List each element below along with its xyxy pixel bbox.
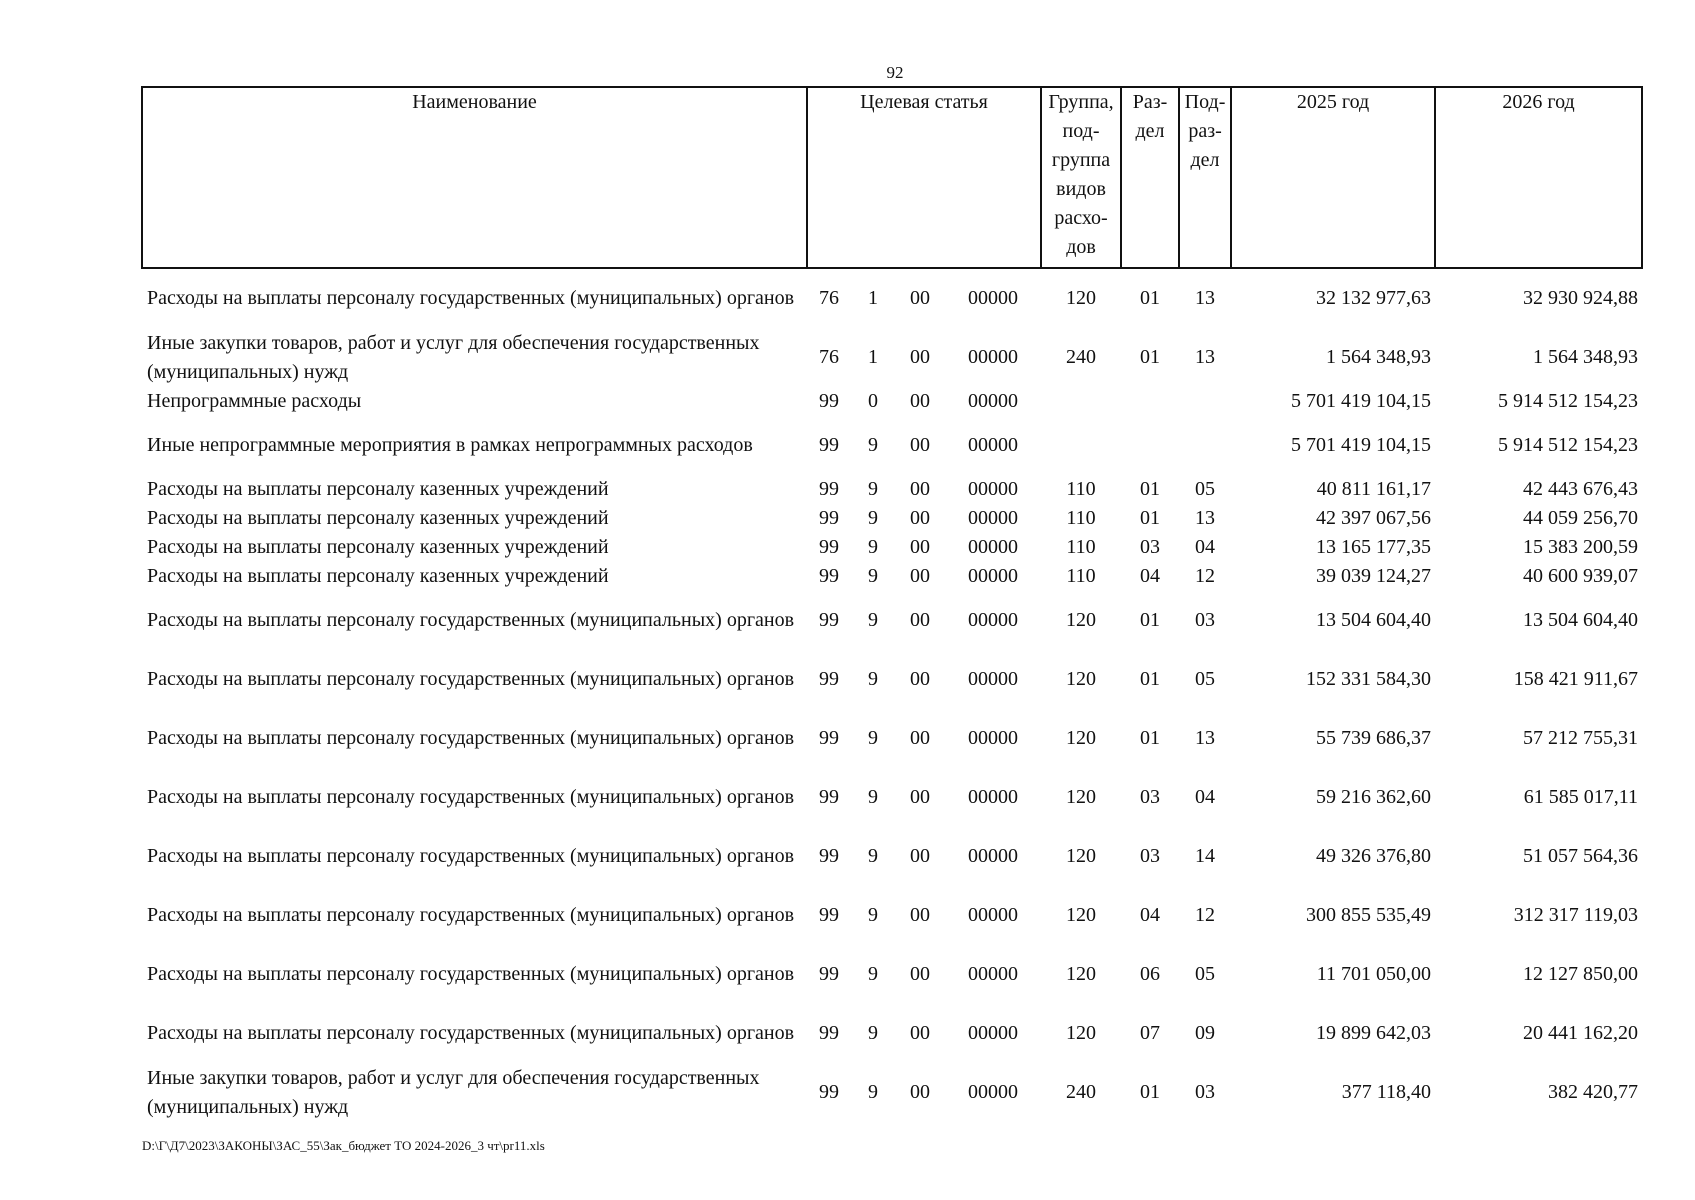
row-name-cell: Расходы на выплаты персоналу государственных (муниципальных) органов [147, 845, 795, 867]
table-row [142, 1063, 1642, 1122]
row-section-cell: 01 [1140, 609, 1161, 631]
row-section-cell: 04 [1140, 904, 1161, 926]
row-expense-group-cell: 120 [1066, 1022, 1097, 1044]
row-expense-group-cell: 120 [1066, 786, 1097, 808]
row-target-program-cell: 76 [819, 287, 839, 309]
row-expense-group-cell: 120 [1066, 727, 1097, 749]
budget-table [141, 86, 1643, 1122]
row-amount-2025-cell: 49 326 376,80 [1316, 845, 1432, 867]
row-target-program-cell: 99 [819, 1022, 839, 1044]
row-subsection-cell: 05 [1195, 963, 1216, 985]
row-target-code-cell: 00000 [968, 727, 1019, 749]
row-target-subprogram-cell: 9 [868, 609, 878, 631]
row-target-subprogram-cell: 9 [868, 434, 878, 456]
row-section-cell: 01 [1140, 668, 1161, 690]
row-target-program-cell: 99 [819, 434, 839, 456]
header-year-2026: 2026 год [1435, 87, 1642, 268]
row-subsection-cell: 13 [1195, 287, 1216, 309]
table-row [142, 562, 1642, 591]
file-path-footer: D:\Г\Д7\2023\ЗАКОНЫ\ЗАС_55\Зак_бюджет ТО 2024-2026_3 чт\pr11.xls [142, 1138, 545, 1153]
row-section-cell: 01 [1140, 478, 1161, 500]
row-target-code-cell: 00000 [968, 1022, 1019, 1044]
header-target-article: Целевая статья [807, 87, 1041, 268]
row-target-subprogram-cell: 1 [868, 287, 878, 309]
row-target-direction-cell: 00 [910, 1081, 930, 1103]
row-target-code-cell: 00000 [968, 390, 1019, 412]
row-target-direction-cell: 00 [910, 1022, 930, 1044]
row-section-cell: 01 [1140, 287, 1161, 309]
row-subsection-cell: 05 [1195, 668, 1216, 690]
row-target-program-cell: 99 [819, 478, 839, 500]
row-target-code-cell: 00000 [968, 536, 1019, 558]
row-target-program-cell: 99 [819, 904, 839, 926]
table-row [142, 387, 1642, 416]
header-expense-group: Группа, под-группа видов расхо-дов [1041, 87, 1121, 268]
row-target-direction-cell: 00 [910, 565, 930, 587]
row-name-cell: Расходы на выплаты персоналу казенных учреждений [147, 565, 609, 587]
row-amount-2025-cell: 1 564 348,93 [1326, 346, 1432, 368]
row-subsection-cell: 12 [1195, 565, 1216, 587]
row-target-direction-cell: 00 [910, 434, 930, 456]
row-section-cell: 03 [1140, 845, 1161, 867]
row-amount-2026-cell: 61 585 017,11 [1523, 786, 1639, 808]
row-target-program-cell: 99 [819, 727, 839, 749]
row-amount-2025-cell: 13 165 177,35 [1316, 536, 1432, 558]
row-target-direction-cell: 00 [910, 507, 930, 529]
row-section-cell [1121, 416, 1179, 475]
row-expense-group-cell: 120 [1066, 609, 1097, 631]
row-subsection-cell: 04 [1195, 786, 1216, 808]
row-expense-group-cell: 120 [1066, 845, 1097, 867]
row-expense-group-cell: 110 [1066, 536, 1096, 558]
row-target-direction-cell: 00 [910, 346, 930, 368]
row-amount-2025-cell: 5 701 419 104,15 [1291, 434, 1432, 456]
row-name-cell: Расходы на выплаты персоналу казенных учреждений [147, 478, 609, 500]
row-target-code-cell: 00000 [968, 565, 1019, 587]
row-target-subprogram-cell: 9 [868, 478, 878, 500]
row-amount-2026-cell: 382 420,77 [1548, 1081, 1639, 1103]
row-amount-2026-cell: 312 317 119,03 [1513, 904, 1639, 926]
row-amount-2026-cell: 158 421 911,67 [1513, 668, 1639, 690]
row-target-code-cell: 00000 [968, 786, 1019, 808]
row-subsection-cell: 05 [1195, 478, 1216, 500]
row-amount-2026-cell: 51 057 564,36 [1523, 845, 1639, 867]
row-target-subprogram-cell: 9 [868, 507, 878, 529]
row-target-subprogram-cell: 0 [868, 390, 878, 412]
row-target-program-cell: 99 [819, 1081, 839, 1103]
row-target-program-cell: 99 [819, 668, 839, 690]
row-section-cell: 01 [1140, 507, 1161, 529]
row-target-direction-cell: 00 [910, 668, 930, 690]
row-amount-2025-cell: 32 132 977,63 [1316, 287, 1432, 309]
table-row [142, 416, 1642, 475]
row-target-subprogram-cell: 1 [868, 346, 878, 368]
row-name-cell: Расходы на выплаты персоналу государственных (муниципальных) органов [147, 786, 795, 808]
row-section-cell: 04 [1140, 565, 1161, 587]
row-expense-group-cell: 110 [1066, 507, 1096, 529]
row-target-subprogram-cell: 9 [868, 565, 878, 587]
row-target-program-cell: 99 [819, 390, 839, 412]
row-section-cell: 06 [1140, 963, 1161, 985]
row-subsection-cell: 03 [1195, 609, 1216, 631]
row-name-cell: Иные закупки товаров, работ и услуг для обеспечения государственных (муниципальных) нужд [147, 331, 760, 383]
row-section-cell: 01 [1140, 1081, 1161, 1103]
row-amount-2025-cell: 40 811 161,17 [1316, 478, 1432, 500]
row-expense-group-cell [1041, 387, 1121, 416]
table-row [142, 328, 1642, 387]
row-subsection-cell: 13 [1195, 346, 1216, 368]
row-target-subprogram-cell: 9 [868, 668, 878, 690]
row-amount-2026-cell: 15 383 200,59 [1523, 536, 1639, 558]
table-row [142, 268, 1642, 328]
row-target-subprogram-cell: 9 [868, 786, 878, 808]
table-header [142, 87, 1642, 268]
row-amount-2026-cell: 1 564 348,93 [1533, 346, 1639, 368]
row-target-subprogram-cell: 9 [868, 536, 878, 558]
row-target-program-cell: 99 [819, 963, 839, 985]
table-row [142, 1004, 1642, 1063]
row-subsection-cell: 13 [1195, 727, 1216, 749]
row-target-program-cell: 99 [819, 609, 839, 631]
row-subsection-cell: 14 [1195, 845, 1216, 867]
row-name-cell: Расходы на выплаты персоналу государственных (муниципальных) органов [147, 287, 795, 309]
row-subsection-cell: 09 [1195, 1022, 1216, 1044]
row-amount-2025-cell: 13 504 604,40 [1316, 609, 1432, 631]
row-target-program-cell: 76 [819, 346, 839, 368]
row-amount-2025-cell: 152 331 584,30 [1306, 668, 1432, 690]
row-name-cell: Расходы на выплаты персоналу государственных (муниципальных) органов [147, 668, 795, 690]
row-name-cell: Расходы на выплаты персоналу государственных (муниципальных) органов [147, 963, 795, 985]
row-subsection-cell: 13 [1195, 507, 1216, 529]
row-target-subprogram-cell: 9 [868, 845, 878, 867]
row-expense-group-cell: 110 [1066, 478, 1096, 500]
row-target-subprogram-cell: 9 [868, 1081, 878, 1103]
row-section-cell: 01 [1140, 346, 1161, 368]
row-amount-2026-cell: 13 504 604,40 [1523, 609, 1639, 631]
row-name-cell: Расходы на выплаты персоналу казенных учреждений [147, 536, 609, 558]
row-target-code-cell: 00000 [968, 434, 1019, 456]
row-amount-2025-cell: 11 701 050,00 [1316, 963, 1432, 985]
row-amount-2025-cell: 59 216 362,60 [1316, 786, 1432, 808]
row-section-cell: 01 [1140, 727, 1161, 749]
row-target-program-cell: 99 [819, 536, 839, 558]
row-expense-group-cell: 110 [1066, 565, 1096, 587]
table-row [142, 504, 1642, 533]
table-row [142, 650, 1642, 709]
page-number: 92 [886, 63, 904, 82]
row-target-code-cell: 00000 [968, 668, 1019, 690]
row-target-code-cell: 00000 [968, 845, 1019, 867]
row-section-cell: 03 [1140, 786, 1161, 808]
row-name-cell: Иные непрограммные мероприятия в рамках непрограммных расходов [147, 434, 753, 456]
row-amount-2025-cell: 39 039 124,27 [1316, 565, 1432, 587]
header-section: Раз-дел [1121, 87, 1179, 268]
row-expense-group-cell: 120 [1066, 287, 1097, 309]
row-target-direction-cell: 00 [910, 904, 930, 926]
table-row [142, 475, 1642, 504]
row-amount-2026-cell: 40 600 939,07 [1523, 565, 1639, 587]
row-amount-2025-cell: 19 899 642,03 [1316, 1022, 1432, 1044]
row-name-cell: Непрограммные расходы [147, 390, 362, 412]
row-target-code-cell: 00000 [968, 1081, 1019, 1103]
row-amount-2026-cell: 57 212 755,31 [1523, 727, 1639, 749]
row-target-code-cell: 00000 [968, 963, 1019, 985]
row-target-code-cell: 00000 [968, 287, 1019, 309]
row-target-code-cell: 00000 [968, 346, 1019, 368]
row-amount-2026-cell: 32 930 924,88 [1523, 287, 1639, 309]
row-target-code-cell: 00000 [968, 609, 1019, 631]
row-amount-2025-cell: 42 397 067,56 [1316, 507, 1432, 529]
row-name-cell: Расходы на выплаты персоналу казенных учреждений [147, 507, 609, 529]
table-row [142, 886, 1642, 945]
row-target-program-cell: 99 [819, 845, 839, 867]
row-target-direction-cell: 00 [910, 963, 930, 985]
row-subsection-cell [1179, 416, 1231, 475]
row-target-direction-cell: 00 [910, 390, 930, 412]
row-target-direction-cell: 00 [910, 287, 930, 309]
row-target-direction-cell: 00 [910, 478, 930, 500]
row-expense-group-cell [1041, 416, 1121, 475]
row-expense-group-cell: 240 [1066, 1081, 1097, 1103]
row-section-cell: 03 [1140, 536, 1161, 558]
row-target-direction-cell: 00 [910, 609, 930, 631]
row-target-code-cell: 00000 [968, 904, 1019, 926]
row-subsection-cell [1179, 387, 1231, 416]
row-target-direction-cell: 00 [910, 786, 930, 808]
table-row [142, 709, 1642, 768]
row-target-direction-cell: 00 [910, 845, 930, 867]
row-target-subprogram-cell: 9 [868, 904, 878, 926]
row-target-code-cell: 00000 [968, 507, 1019, 529]
row-subsection-cell: 12 [1195, 904, 1216, 926]
table-row [142, 591, 1642, 650]
table-row [142, 945, 1642, 1004]
row-name-cell: Иные закупки товаров, работ и услуг для обеспечения государственных (муниципальных) нужд [147, 1066, 760, 1118]
row-amount-2026-cell: 5 914 512 154,23 [1498, 434, 1639, 456]
row-amount-2026-cell: 20 441 162,20 [1523, 1022, 1639, 1044]
row-section-cell [1121, 387, 1179, 416]
row-amount-2025-cell: 377 118,40 [1341, 1081, 1432, 1103]
header-subsection: Под-раз-дел [1179, 87, 1231, 268]
row-amount-2026-cell: 44 059 256,70 [1523, 507, 1639, 529]
row-target-subprogram-cell: 9 [868, 963, 878, 985]
row-subsection-cell: 03 [1195, 1081, 1216, 1103]
table-row [142, 533, 1642, 562]
table-row [142, 827, 1642, 886]
row-expense-group-cell: 240 [1066, 346, 1097, 368]
row-target-subprogram-cell: 9 [868, 1022, 878, 1044]
row-target-subprogram-cell: 9 [868, 727, 878, 749]
row-amount-2026-cell: 42 443 676,43 [1523, 478, 1639, 500]
row-subsection-cell: 04 [1195, 536, 1216, 558]
row-target-program-cell: 99 [819, 507, 839, 529]
row-target-program-cell: 99 [819, 565, 839, 587]
row-name-cell: Расходы на выплаты персоналу государственных (муниципальных) органов [147, 609, 795, 631]
header-name: Наименование [142, 87, 807, 268]
row-amount-2025-cell: 5 701 419 104,15 [1291, 390, 1432, 412]
row-amount-2026-cell: 5 914 512 154,23 [1498, 390, 1639, 412]
row-target-direction-cell: 00 [910, 536, 930, 558]
row-expense-group-cell: 120 [1066, 668, 1097, 690]
row-target-direction-cell: 00 [910, 727, 930, 749]
row-amount-2026-cell: 12 127 850,00 [1523, 963, 1639, 985]
row-name-cell: Расходы на выплаты персоналу государственных (муниципальных) органов [147, 1022, 795, 1044]
table-body [142, 268, 1642, 1122]
header-year-2025: 2025 год [1231, 87, 1435, 268]
row-expense-group-cell: 120 [1066, 904, 1097, 926]
row-amount-2025-cell: 300 855 535,49 [1306, 904, 1432, 926]
row-expense-group-cell: 120 [1066, 963, 1097, 985]
row-section-cell: 07 [1140, 1022, 1161, 1044]
budget-table-container [141, 86, 1641, 1122]
row-amount-2025-cell: 55 739 686,37 [1316, 727, 1432, 749]
row-name-cell: Расходы на выплаты персоналу государственных (муниципальных) органов [147, 727, 795, 749]
row-target-code-cell: 00000 [968, 478, 1019, 500]
table-row [142, 768, 1642, 827]
row-target-program-cell: 99 [819, 786, 839, 808]
row-name-cell: Расходы на выплаты персоналу государственных (муниципальных) органов [147, 904, 795, 926]
